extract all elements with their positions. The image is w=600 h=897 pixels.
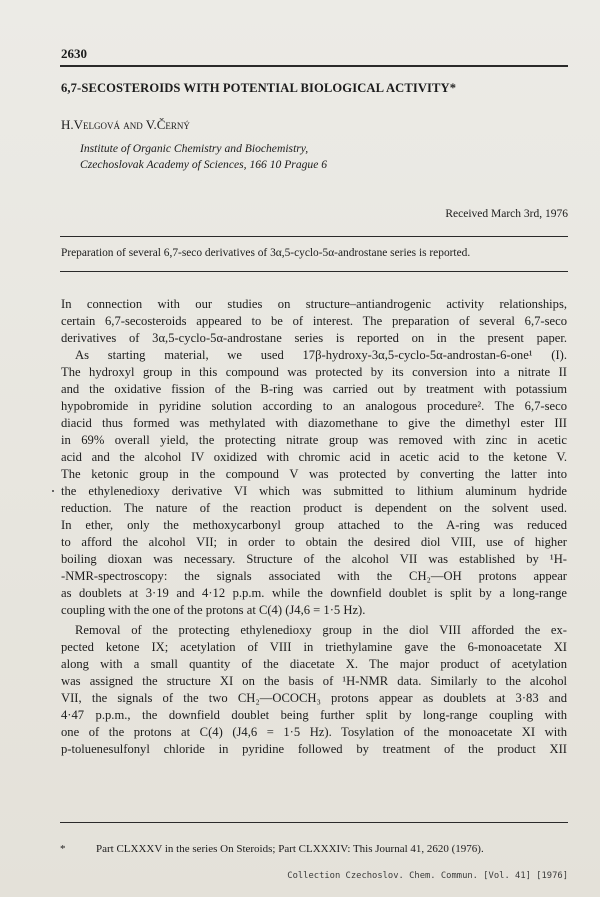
body-line: p-toluenesulfonyl chloride in pyridine followed by treatment of the product XII <box>61 742 567 756</box>
footnote-mark: * <box>60 843 66 855</box>
body-line: derivatives of 3α,5-cyclo-5α-androstane series is reported on in the present paper. <box>61 331 567 345</box>
footnote-text: Part CLXXXV in the series On Steroids; Part CLXXXIV: This Journal 41, 2620 (1976). <box>96 843 484 855</box>
page-number: 2630 <box>61 46 87 61</box>
body-line: The hydroxyl group in this compound was protected by its conversion into a nitrate II <box>61 365 567 379</box>
body-line: 4·47 p.p.m., the downfield doublet being further split by long-range coupling with <box>61 708 567 722</box>
article-title: 6,7-SECOSTEROIDS WITH POTENTIAL BIOLOGICAL ACTIVITY* <box>61 81 457 95</box>
body-line: coupling with the one of the protons at C(4) (J4,6 = 1·5 Hz). <box>61 603 366 617</box>
footnote-rule <box>60 822 568 823</box>
affiliation-line-1: Institute of Organic Chemistry and Biochemistry, <box>80 142 309 155</box>
body-line: reduction. The nature of the reaction product is dependent on the solvent used. <box>61 501 567 515</box>
body-line: certain 6,7-secosteroids appeared to be of interest. The preparation of several 6,7-seco <box>61 314 567 328</box>
body-line: one of the protons at C(4) (J4,6 = 1·5 Hz). Tosylation of the monoacetate XI with <box>61 725 567 739</box>
body-line: In connection with our studies on structure–antiandrogenic activity relationships, <box>61 297 567 311</box>
body-line: The ketonic group in the compound V was protected by converting the latter into <box>61 467 567 481</box>
body-line: and the oxidative fission of the B-ring was carried out by treatment with potassium <box>61 382 567 396</box>
body-line: -NMR-spectroscopy: the signals associated with the CH₂—OH protons appear <box>61 569 567 583</box>
body-line: as doublets at 3·19 and 4·12 p.p.m. while the downfield doublet is split by a long-range <box>61 586 567 600</box>
body-line: in 69% overall yield, the protecting nitrate group was removed with zinc in acetic <box>61 433 567 447</box>
affiliation-line-2: Czechoslovak Academy of Sciences, 166 10 Prague 6 <box>80 158 328 171</box>
body-line: was assigned the structure XI on the basis of ¹H-NMR data. Similarly to the alcohol <box>61 674 567 688</box>
body-line: Removal of the protecting ethylenedioxy group in the diol VIII afforded the ex- <box>75 623 567 637</box>
body-line: VII, the signals of the two CH₂—OCOCH₃ protons appear as doublets at 3·83 and <box>61 691 567 705</box>
abstract-bottom-rule <box>60 271 568 272</box>
body-line: acid and the alcohol IV oxidized with chromic acid in acetic acid to the ketone V. <box>61 450 567 464</box>
body-line: In ether, only the methoxycarbonyl group attached to the A-ring was reduced <box>61 518 567 532</box>
body-line: hypobromide in pyridine solution according to an analogous procedure². The 6,7-seco <box>61 399 567 413</box>
header-rule <box>60 65 568 67</box>
received-date: Received March 3rd, 1976 <box>445 208 568 220</box>
abstract-top-rule <box>60 236 568 237</box>
journal-footer: Collection Czechoslov. Chem. Commun. [Vol. 41] [1976] <box>287 871 568 881</box>
body-line: As starting material, we used 17β-hydroxy-3α,5-cyclo-5α-androstan-6-one¹ (I). <box>75 348 567 362</box>
scan-speck <box>52 490 54 492</box>
body-line: the ethylenedioxy derivative VI which was submitted to lithium aluminum hydride <box>61 484 567 498</box>
body-line: boiling dioxan was necessary. Structure of the alcohol VII was established by ¹H- <box>61 552 567 566</box>
body-line: diacid thus formed was methylated with diazomethane to give the dimethyl ester III <box>61 416 567 430</box>
footnote <box>60 843 484 855</box>
article-authors: H.Velgová and V.Černý <box>61 117 190 132</box>
body-line: to afford the alcohol VII; in order to obtain the desired diol VIII, use of higher <box>61 535 567 549</box>
body-line: pected ketone IX; acetylation of VIII in triethylamine gave the 6-monoacetate XI <box>61 640 567 654</box>
body-line: along with a small quantity of the diacetate X. The major product of acetylation <box>61 657 567 671</box>
abstract-text: Preparation of several 6,7-seco derivatives of 3α,5-cyclo-5α-androstane series is reported. <box>61 247 471 259</box>
